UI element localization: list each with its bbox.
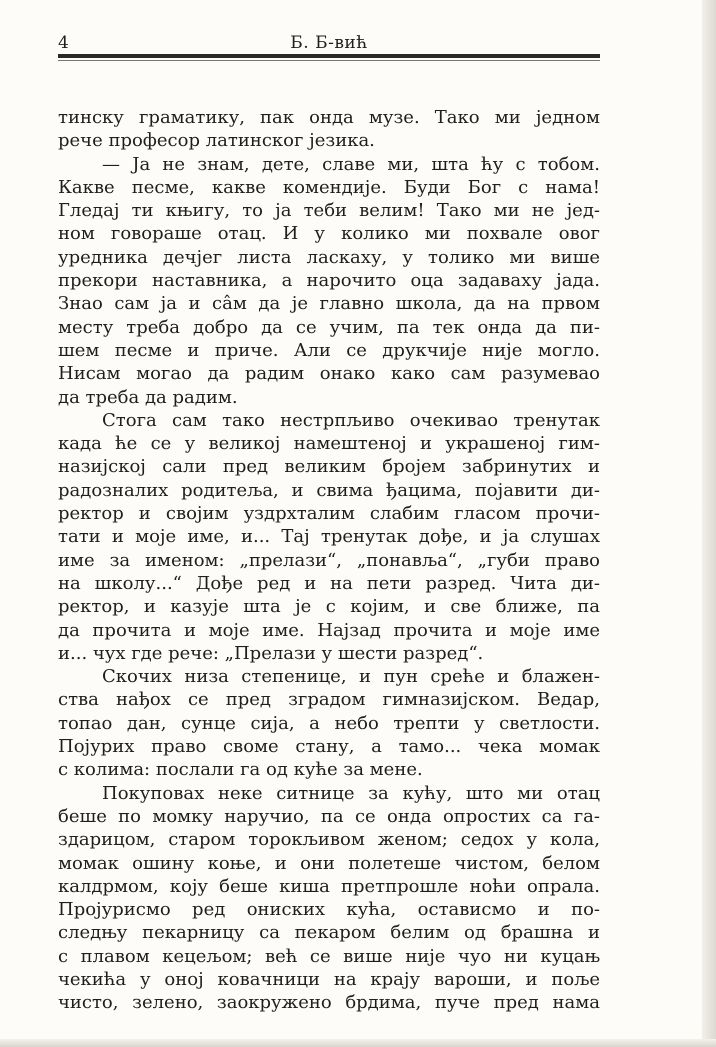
page-edge-shadow [702, 0, 716, 1047]
header-rule [58, 54, 600, 58]
text-line: када ће се у великој намештеној и украшеној гим- [58, 433, 600, 455]
text-line: и... чух где рече: „Прелази у шести разред“. [58, 642, 484, 664]
text-line: — Ја не знам, дете, славе ми, шта ћу с тобом. [102, 153, 600, 175]
text-line: ства нађох се пред зградом гимназијском. Ведар, [58, 689, 600, 711]
text-line: с колима: послали га од куће за мене. [58, 759, 423, 781]
text-line: тати и моје име, и... Тај тренутак дође, и ја слушах [58, 526, 600, 548]
text-line: Знао сам ја и сâм да је главно школа, да на првом [58, 293, 600, 315]
text-line: Какве песме, какве комендије. Буди Бог с нама! [58, 176, 600, 198]
text-line: назијској сали пред великим бројем забринутих и [58, 456, 600, 478]
text-line: уредника дечјег листа ласкаху, у толико ми више [58, 246, 600, 268]
text-line: Скочих низа степенице, и пун среће и блажен- [102, 666, 600, 688]
text-line: чисто, зелено, заокружено брдима, пуче пред нама [58, 992, 600, 1014]
text-line: здарицом, старом торокљивом женом; седох у кола, [58, 829, 600, 851]
text-line: Покуповах неке ситнице за кућу, што ми отац [102, 782, 600, 804]
page-number: 4 [58, 33, 69, 53]
header-rule-thin [58, 60, 600, 61]
text-line: Пројурисмо ред ониских кућа, остависмо и по- [58, 899, 600, 921]
text-line: шем песме и приче. Али се друкчије није могло. [58, 339, 600, 361]
text-line: име за именом: „прелази“, „понавља“, „губи право [58, 549, 600, 571]
text-line: с плавом кецељом; већ се више није чуо ни куцањ [58, 945, 600, 967]
text-line: месту треба добро да се учим, па тек онда да пи- [58, 316, 600, 338]
text-line: да треба да радим. [58, 386, 238, 408]
text-line: Нисам могао да радим онако како сам разумевао [58, 363, 600, 385]
text-line: тинску граматику, пак онда музе. Тако ми једном [58, 107, 600, 128]
text-line: беше по момку наручио, па се онда опростих са га- [58, 805, 600, 827]
text-line: Појурих право своме стану, а тамо... чека момак [58, 736, 600, 758]
body-text [58, 106, 600, 1015]
page-header [58, 32, 600, 54]
text-line: ректор, и казује шта је с којим, и све ближе, па [58, 596, 600, 618]
text-line: прекори наставника, а нарочито оца задаваху јада. [58, 270, 600, 292]
text-line: на школу...“ Дође ред и на пети разред. Чита ди- [58, 572, 600, 594]
text-line: чекића у оној ковачници на крају вароши, и поље [58, 968, 600, 990]
text-line: момак ошину коње, и они полетеше чистом, белом [58, 852, 600, 874]
text-line: рече професор латинског језика. [58, 130, 375, 152]
page-bottom-edge [0, 1039, 716, 1047]
text-line: радозналих родитеља, и свима ђацима, појавити ди- [58, 479, 600, 501]
running-head: Б. Б-вић [290, 33, 368, 53]
text-line: Гледај ти књигу, то ја теби велим! Тако ми не јед- [58, 200, 600, 222]
text-line: следњу пекарницу са пекаром белим од брашна и [58, 922, 600, 944]
text-line: калдрмом, коју беше киша претпрошле ноћи опрала. [58, 875, 600, 897]
text-line: Стога сам тако нестрпљиво очекивао тренутак [102, 409, 600, 431]
text-line: ном говораше отац. И у колико ми похвале овог [58, 223, 600, 245]
text-line: да прочита и моје име. Најзад прочита и моје име [58, 619, 600, 641]
text-line: ректор и својим уздрхталим слабим гласом прочи- [58, 503, 600, 525]
text-line: топао дан, сунце сија, а небо трепти у светлости. [58, 712, 600, 734]
